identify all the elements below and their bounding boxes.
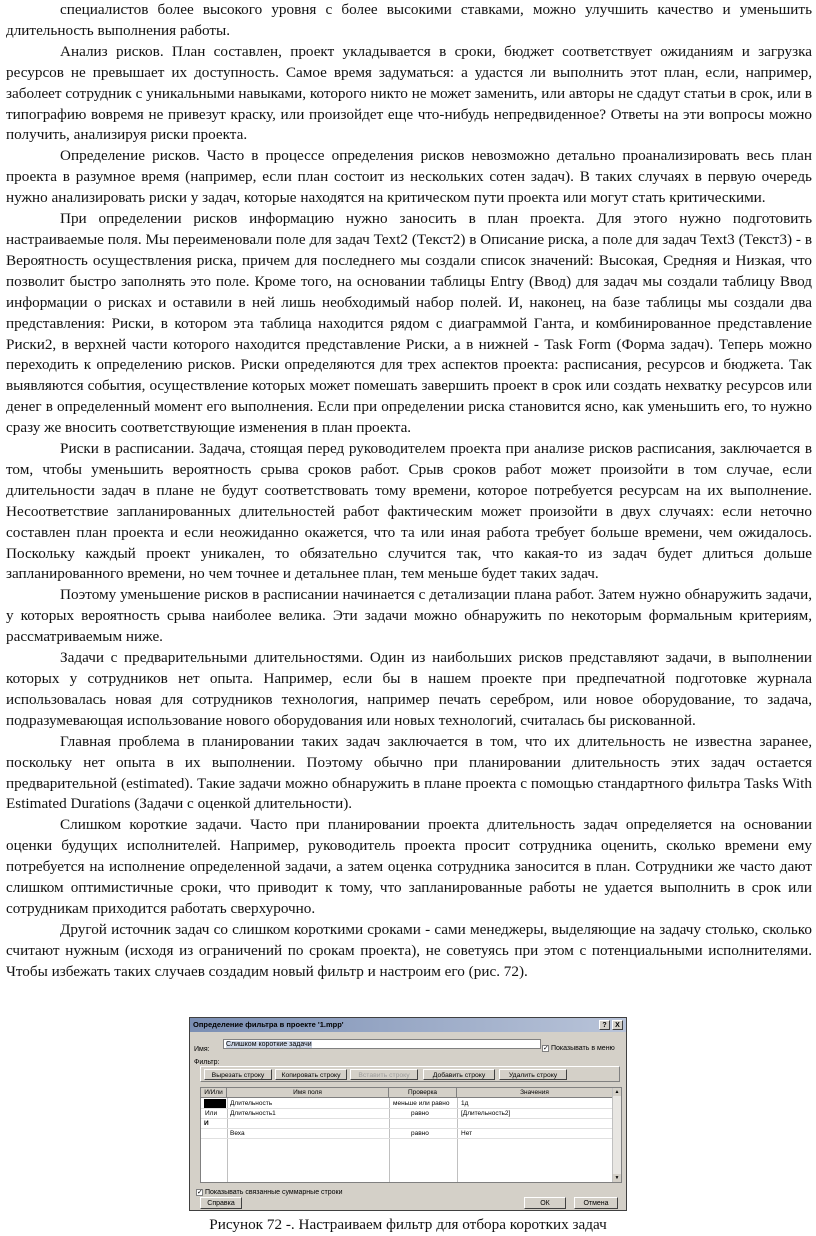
grid-cell-field[interactable]: Длительность [230, 1100, 273, 1107]
scroll-up-icon[interactable]: ▲ [614, 1089, 620, 1095]
row-selector[interactable] [204, 1099, 226, 1108]
close-icon[interactable]: X [612, 1020, 623, 1030]
figure-caption: Рисунок 72 -. Настраиваем фильтр для отбора коротких задач [209, 1216, 607, 1233]
show-in-menu-checkbox[interactable]: ✓ [543, 1044, 549, 1052]
paragraph: При определении рисков информацию нужно заносить в план проекта. Для этого нужно подготовить настраиваемые поля. Мы переименовали поле для задач Text2 (Текст2) в Описание риска, а поле для задач Text3 (Текст3) - в Вероятность осуществления риска, причем для последнего мы создали список значений: Высокая, Средняя и Низкая, что позволит быстро заполнять это поле. Кроме того, на основании таблицы Entry (Ввод) для задач мы создали таблицу Ввод информации о рисках и оставили в ней лишь необходимый набор полей. И, наконец, на базе таблицы мы создали два представления: Риски, в котором эта таблица находится рядом с диаграммой Ганта, и комбинированное представление Риски2, в верхней части которого находится представление Риски, а в нижней - Task Form (Форма задач). Теперь можно переходить к определению рисков. Риски определяются для трех аспектов проекта: расписания, ресурсов и бюджета. Так выявляются события, осуществление которых может помешать завершить проект в срок или создать нехватку ресурсов или денег в определенный момент его выполнения. Если при определении риска становится ясно, как уменьшить его, то нужно сразу же вносить соответствующие изменения в план проекта. [6, 210, 812, 437]
grid-cell-value[interactable]: 1д [461, 1100, 469, 1107]
paragraph: Главная проблема в планировании таких задач заключается в том, что их длительность не известна заранее, поскольку нет опыта в их выполнении. Поэтому обычно при планировании длительность этих задач остается предварительной (estimated). Такие задачи можно обнаружить в плане проекта с помощью стандартного фильтра Tasks With Estimated Durations (Задачи с оценкой длительности). [6, 732, 812, 813]
show-in-menu-option[interactable] [542, 1039, 615, 1060]
paragraph: Определение рисков. Часто в процессе определения рисков невозможно детально проанализировать весь план проекта в разумное время (например, если план состоит из нескольких сотен задач). В таких случаях в первую очередь нужно анализировать риски у задач, которые находятся на критическом пути проекта или могут стать критическими. [6, 147, 812, 207]
filter-label: Фильтр: [194, 1059, 220, 1066]
grid-cell-test[interactable]: меньше или равно [393, 1100, 450, 1107]
help-title-button[interactable]: ? [599, 1020, 610, 1030]
paragraph: Риски в расписании. Задача, стоящая перед руководителем проекта при анализе рисков расписания, заключается в том, чтобы уменьшить вероятность срыва сроков работ. Срыв сроков работ может произойти в том случае, если длительности задач в плане не будут соответствовать тому времени, которое потребуется ресурсам на их выполнение. Несоответствие запланированных длительностей работ фактическим может произойти в двух случаях: если неточно составлен план проекта и если неожиданно окажется, что та или иная работа требует больше времени, чем ожидалось. Поскольку каждый проект уникален, то обязательно случится так, что какая-то из задач будет длиться дольше запланированного времени, но чем точнее и детальнее план, тем меньше будет таких задач. [6, 440, 812, 583]
scroll-down-icon[interactable]: ▼ [614, 1175, 620, 1181]
paragraph: специалистов более высокого уровня с более высокими ставками, можно улучшить качество и уменьшить длительность выполнения работы. [6, 1, 812, 39]
show-summary-checkbox[interactable]: ✓ [197, 1188, 203, 1196]
add-row-button[interactable]: Добавить строку [423, 1069, 495, 1080]
cut-row-button[interactable]: Вырезать строку [204, 1069, 272, 1080]
paragraph: Задачи с предварительными длительностями. Один из наибольших рисков представляют задачи, в выполнении которых у сотрудников нет опыта. Например, если бы в нашем проекте при предпечатной подготовке журнала использовалась новая для сотрудников технология, например печать серебром, или новое оборудование, то задача, подразумевающая использование нового оборудования или новых технологий, считалась бы рискованной. [6, 649, 812, 729]
paste-row-button[interactable]: Вставить строку [350, 1069, 418, 1080]
cancel-button[interactable]: Отмена [574, 1197, 618, 1209]
grid-cell-test[interactable]: равно [411, 1130, 429, 1137]
grid-scrollbar[interactable] [612, 1088, 621, 1182]
grid-cell-field[interactable]: Веха [230, 1130, 245, 1137]
copy-row-button[interactable]: Копировать строку [275, 1069, 347, 1080]
show-in-menu-label: Показывать в меню [550, 1045, 615, 1052]
column-header-andor: И/Или [201, 1088, 227, 1098]
grid-cell-andor[interactable]: Или [205, 1110, 218, 1117]
filter-toolbar [200, 1066, 620, 1082]
dialog-title: Определение фильтра в проекте '1.mpp' [193, 1020, 344, 1029]
column-header-field: Имя поля [227, 1088, 389, 1098]
help-button[interactable]: Справка [200, 1197, 242, 1209]
grid-cell-field[interactable]: Длительность1 [230, 1110, 276, 1117]
grid-cell-andor[interactable]: И [204, 1120, 209, 1127]
column-header-values: Значения [457, 1088, 613, 1098]
grid-cell-value[interactable]: Нет [461, 1130, 473, 1137]
filter-definition-dialog [189, 1017, 627, 1211]
filter-name-input[interactable] [223, 1039, 541, 1049]
paragraph: Поэтому уменьшение рисков в расписании начинается с детализации плана работ. Затем нужно обнаружить задачи, у которых вероятность срыва наиболее велика. Эти задачи можно обнаружить по некоторым формальным критериям, рассматриваемым ниже. [6, 586, 812, 646]
column-header-test: Проверка [389, 1088, 457, 1098]
paragraph: Слишком короткие задачи. Часто при планировании проекта длительность задач определяется на основании оценки будущих исполнителей. Например, руководитель проекта просит сотрудника оценить, сколько времени ему потребуется на исполнение определенной задачи, а затем оценка сотрудника заносится в план. Сотрудники же часто дают слишком оптимистичные сроки, что приводит к тому, что запланированные работы не удается выполнить в срок или сотрудникам приходится работать сверхурочно. [6, 816, 812, 917]
grid-cell-value[interactable]: [Длительность2] [461, 1110, 511, 1117]
grid-cell-test[interactable]: равно [411, 1110, 429, 1117]
delete-row-button[interactable]: Удалить строку [499, 1069, 567, 1080]
paragraph: Анализ рисков. План составлен, проект укладывается в сроки, бюджет соответствует ожиданиям и загрузка ресурсов не превышает их доступность. Самое время задуматься: а удастся ли выполнить этот план, если, например, заболеет сотрудник с уникальными навыками, которого никто не может заменить, или авторы не сдадут статьи в срок, или в типографию вовремя не привезут краску, или произойдет еще что-нибудь непредвиденное? Ответы на эти вопросы можно получить, анализируя риски проекта. [6, 42, 812, 144]
ok-button[interactable]: ОК [524, 1197, 566, 1209]
paragraph: Другой источник задач со слишком короткими сроками - сами менеджеры, выделяющие на задачу столько, сколько считают нужным (исходя из ограничений по срокам проекта), не советуясь при этом с потенциальными исполнителями. Чтобы избежать таких случаев создадим новый фильтр и настроим его (рис. 72). [6, 920, 812, 980]
name-label: Имя: [194, 1046, 210, 1053]
dialog-titlebar [190, 1018, 626, 1032]
filter-name-value: Слишком короткие задачи [226, 1041, 312, 1048]
filter-criteria-grid[interactable] [200, 1087, 622, 1183]
show-summary-label: Показывать связанные суммарные строки [204, 1189, 343, 1196]
